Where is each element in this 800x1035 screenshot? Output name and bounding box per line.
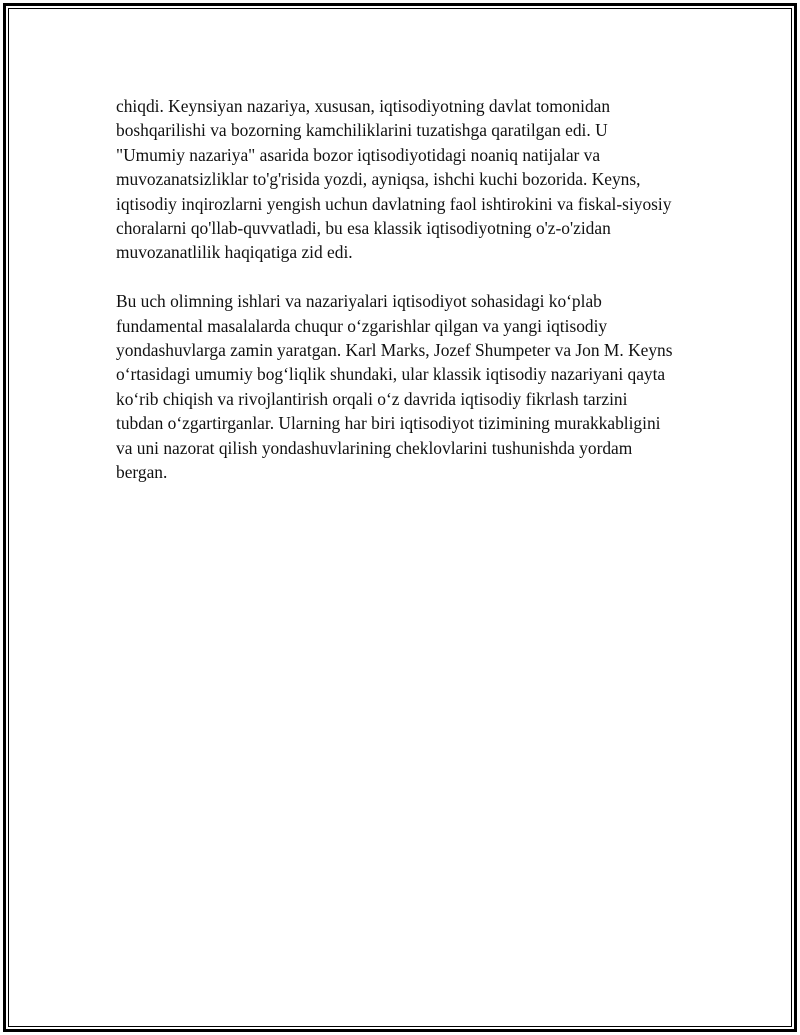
document-body <box>116 94 676 509</box>
paragraph-summary: Bu uch olimning ishlari va nazariyalari iqtisodiyot sohasidagi ko‘plab fundamental masalalarda chuqur o‘zgarishlar qilgan va yangi iqtisodiy yondashuvlarga zamin yaratgan. Karl Marks, Jozef Shumpeter va Jon M. Keyns o‘rtasidagi umumiy bog‘liqlik shundaki, ular klassik iqtisodiy nazariyani qayta ko‘rib chiqish va rivojlantirish orqali o‘z davrida iqtisodiy fikrlash tarzini tubdan o‘zgartirganlar. Ularning har biri iqtisodiyot tizimining murakkabligini va uni nazorat qilish yondashuvlarining cheklovlarini tushunishda yordam bergan. <box>116 291 673 483</box>
paragraph-keynes: chiqdi. Keynsiyan nazariya, xususan, iqtisodiyotning davlat tomonidan boshqarilishi va bozorning kamchiliklarini tuzatishga qaratilgan edi. U "Umumiy nazariya" asarida bozor iqtisodiyotidagi noaniq natijalar va muvozanatsizliklar to'g'risida yozdi, ayniqsa, ishchi kuchi bozorida. Keyns, iqtisodiy inqirozlarni yengish uchun davlatning faol ishtirokini va fiskal-siyosiy choralarni qo'llab-quvvatladi, bu esa klassik iqtisodiyotning o'z-o'zidan muvozanatlilik haqiqatiga zid edi. <box>116 96 672 263</box>
